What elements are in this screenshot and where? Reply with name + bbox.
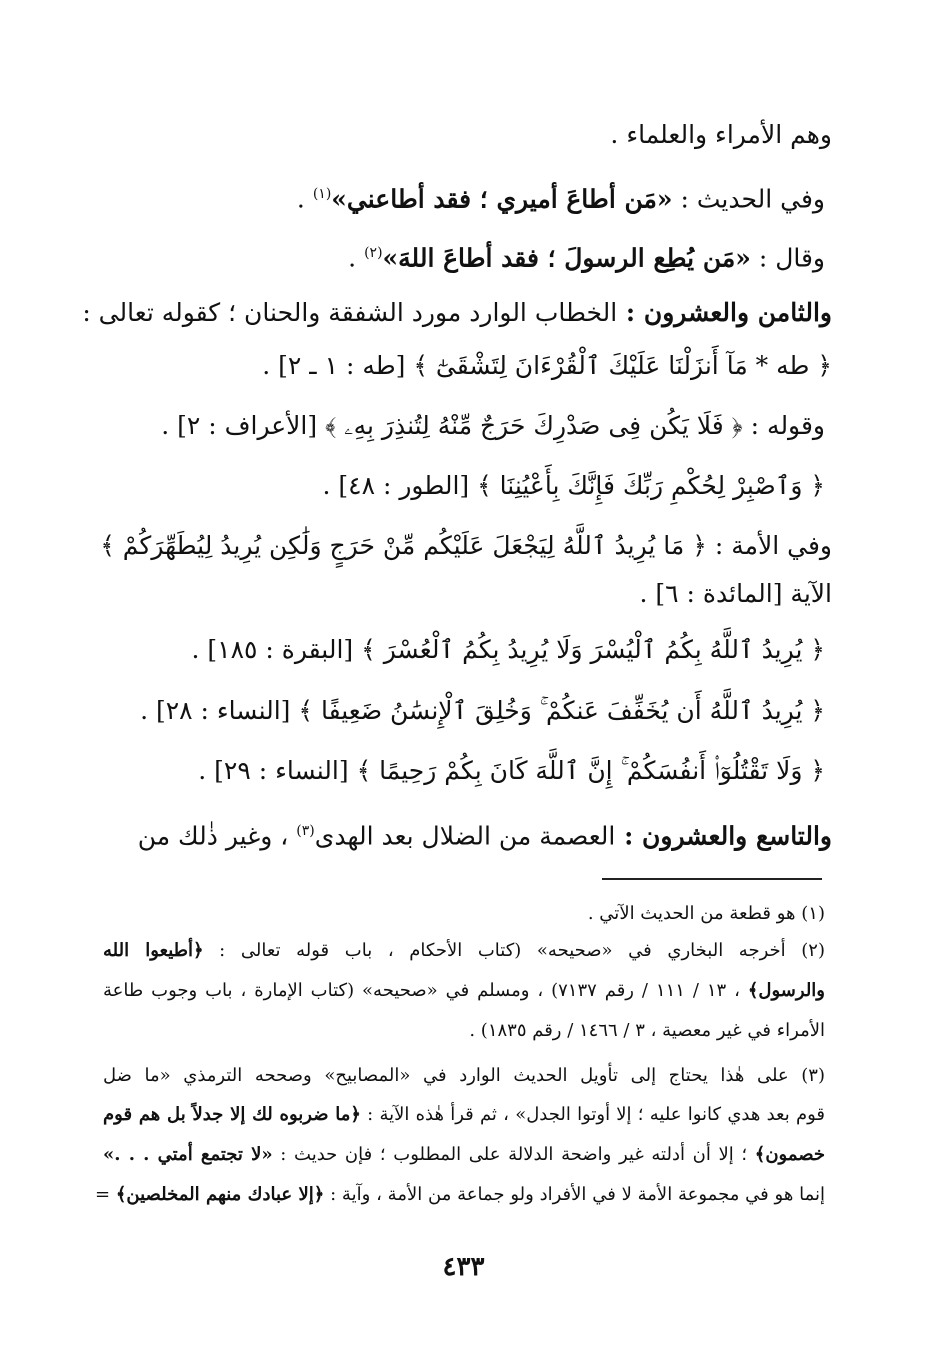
footnote-3-a: (٣) على هٰذا يحتاج إلى تأويل الحديث الوارد في «المصابيح» وصححه الترمذي «ما ضل bbox=[103, 1065, 825, 1086]
quran-verse-taha: ﴿ طه * مَآ أَنزَلْنَا عَلَيْكَ ٱلْقُرْءَانَ لِتَشْقَىٰٓ ﴾ [طه : ١ ـ ٢] . bbox=[262, 351, 832, 380]
quran-verse-nisa-29: ﴿ وَلَا تَقْتُلُوٓا۟ أَنفُسَكُمْ ۚ إِنَّ ٱللَّهَ كَانَ بِكُمْ رَحِيمًا ﴾ [النساء : ٢٩] . bbox=[198, 756, 825, 785]
quran-verse-tur: ﴿ وَٱصْبِرْ لِحُكْمِ رَبِّكَ فَإِنَّكَ بِأَعْيُنِنَا ﴾ [الطور : ٤٨] . bbox=[322, 471, 825, 500]
body-line-1-text: وهم الأمراء والعلماء . bbox=[610, 120, 832, 149]
footnote-3-b: قوم بعد هدي كانوا عليه ؛ إلا أوتوا الجدل» ، ثم قرأ هٰذه الآية : bbox=[360, 1104, 825, 1125]
footnote-3-c: ؛ إلا أن أدلته غير واضحة الدلالة على المطلوب ؛ فإن حديث : bbox=[272, 1144, 755, 1165]
footnote-2-line-1 bbox=[103, 937, 825, 965]
body-line-2-end: . bbox=[296, 184, 313, 214]
quran-verse-aaraf: ﴿ فَلَا يَكُن فِى صَدْرِكَ حَرَجٌ مِّنْهُ لِتُنذِرَ بِهِۦ ﴾ [الأعراف : ٢] . bbox=[161, 411, 743, 440]
body-line-6 bbox=[161, 409, 825, 443]
quran-verse-nisa-28: ﴿ يُرِيدُ ٱللَّهُ أَن يُخَفِّفَ عَنكُمْ ۚ وَخُلِقَ ٱلْإِنسَٰنُ ضَعِيفًا ﴾ [النساء : ٢٨] . bbox=[140, 696, 825, 725]
body-line-9-text: الآية [المائدة : ٦] . bbox=[639, 579, 832, 608]
quran-verse-maidah: ﴿ مَا يُرِيدُ ٱللَّهُ لِيَجْعَلَ عَلَيْكُم مِّنْ حَرَجٍ وَلَٰكِن يُرِيدُ لِيُطَهِّرَكُمْ ﴾ bbox=[100, 531, 707, 560]
quran-verse-baqarah: ﴿ يُرِيدُ ٱللَّهُ بِكُمُ ٱلْيُسْرَ وَلَا يُرِيدُ بِكُمُ ٱلْعُسْرَ ﴾ [البقرة : ١٨٥] . bbox=[191, 635, 825, 664]
footnote-2-line-3 bbox=[103, 1017, 825, 1045]
footnote-2-a: (٢) أخرجه البخاري في «صحيحه» (كتاب الأحكام ، باب قوله تعالى : bbox=[203, 940, 825, 961]
footnote-3-line-1 bbox=[103, 1062, 825, 1090]
body-line-2-lead: وفي الحديث : bbox=[672, 184, 825, 214]
section-heading-29: والتاسع والعشرون : bbox=[615, 821, 832, 851]
footnote-divider bbox=[602, 878, 822, 880]
footnote-2-b: ، ١٣ / ١١١ / رقم ٧١٣٧) ، ومسلم في «صحيحه» (كتاب الإمارة ، باب وجوب طاعة bbox=[103, 980, 748, 1001]
footnote-1 bbox=[103, 900, 825, 928]
body-line-11 bbox=[140, 694, 825, 728]
body-line-3 bbox=[348, 236, 825, 275]
footnote-3-d-end: = bbox=[95, 1184, 116, 1205]
footnote-3-b-verse: ﴿ما ضربوه لك إلا جدلاً بل هم قوم bbox=[103, 1104, 361, 1125]
body-line-10 bbox=[191, 633, 825, 667]
body-line-13-rest: العصمة من الضلال بعد الهدى bbox=[314, 821, 616, 851]
body-line-8-lead: وفي الأمة : bbox=[706, 531, 832, 560]
footnote-3-c-verse: خصمون﴾ bbox=[754, 1144, 825, 1165]
section-heading-28: والثامن والعشرون : bbox=[617, 298, 832, 327]
footnote-3-line-2 bbox=[103, 1101, 825, 1129]
footnote-ref-3: (٣) bbox=[296, 823, 315, 839]
page-number: ٤٣٣ bbox=[442, 1252, 485, 1282]
footnote-3-line-3 bbox=[103, 1141, 825, 1169]
hadith-quote-2: «مَن يُطِع الرسولَ ؛ فقد أطاعَ اللهَ» bbox=[382, 243, 751, 273]
body-line-2 bbox=[297, 177, 825, 216]
footnote-2-a-verse: ﴿أطيعوا الله bbox=[103, 940, 204, 961]
footnote-3-line-4 bbox=[95, 1181, 825, 1209]
footnote-ref-2: (٢) bbox=[364, 245, 383, 261]
body-line-13-end: ، وغير ذٰلك من bbox=[137, 821, 297, 851]
footnote-3-c-hadith: «لا تجتمع أمتي . . .» bbox=[103, 1144, 273, 1165]
body-line-5 bbox=[262, 349, 832, 383]
body-line-9 bbox=[640, 577, 833, 611]
body-line-1 bbox=[610, 118, 832, 152]
body-line-7 bbox=[323, 469, 826, 503]
footnote-3-d: إنما هو في مجموعة الأمة لا في الأفراد ولو جماعة من الأمة ، وآية : bbox=[324, 1184, 825, 1205]
footnote-2-line-2 bbox=[103, 977, 825, 1005]
footnote-3-d-verse: ﴿إلا عبادك منهم المخلصين﴾ bbox=[115, 1184, 325, 1205]
footnote-2-c: الأمراء في غير معصية ، ٣ / ١٤٦٦ / رقم ١٨٣٥) . bbox=[469, 1020, 825, 1041]
body-line-6-lead: وقوله : bbox=[742, 411, 825, 440]
body-line-8 bbox=[100, 529, 832, 563]
hadith-quote-1: «مَن أطاعَ أميري ؛ فقد أطاعني» bbox=[331, 184, 673, 214]
body-line-3-end: . bbox=[348, 243, 365, 273]
body-line-3-lead: وقال : bbox=[750, 243, 825, 273]
body-line-12 bbox=[198, 754, 825, 788]
body-line-4-rest: الخطاب الوارد مورد الشفقة والحنان ؛ كقوله تعالى : bbox=[82, 298, 618, 327]
body-line-4 bbox=[82, 296, 832, 330]
footnote-1-text: (١) هو قطعة من الحديث الآتي . bbox=[587, 903, 825, 924]
body-line-13 bbox=[138, 814, 832, 853]
footnote-ref-1: (١) bbox=[312, 186, 332, 202]
footnote-2-b-verse: والرسول﴾ bbox=[747, 980, 825, 1001]
